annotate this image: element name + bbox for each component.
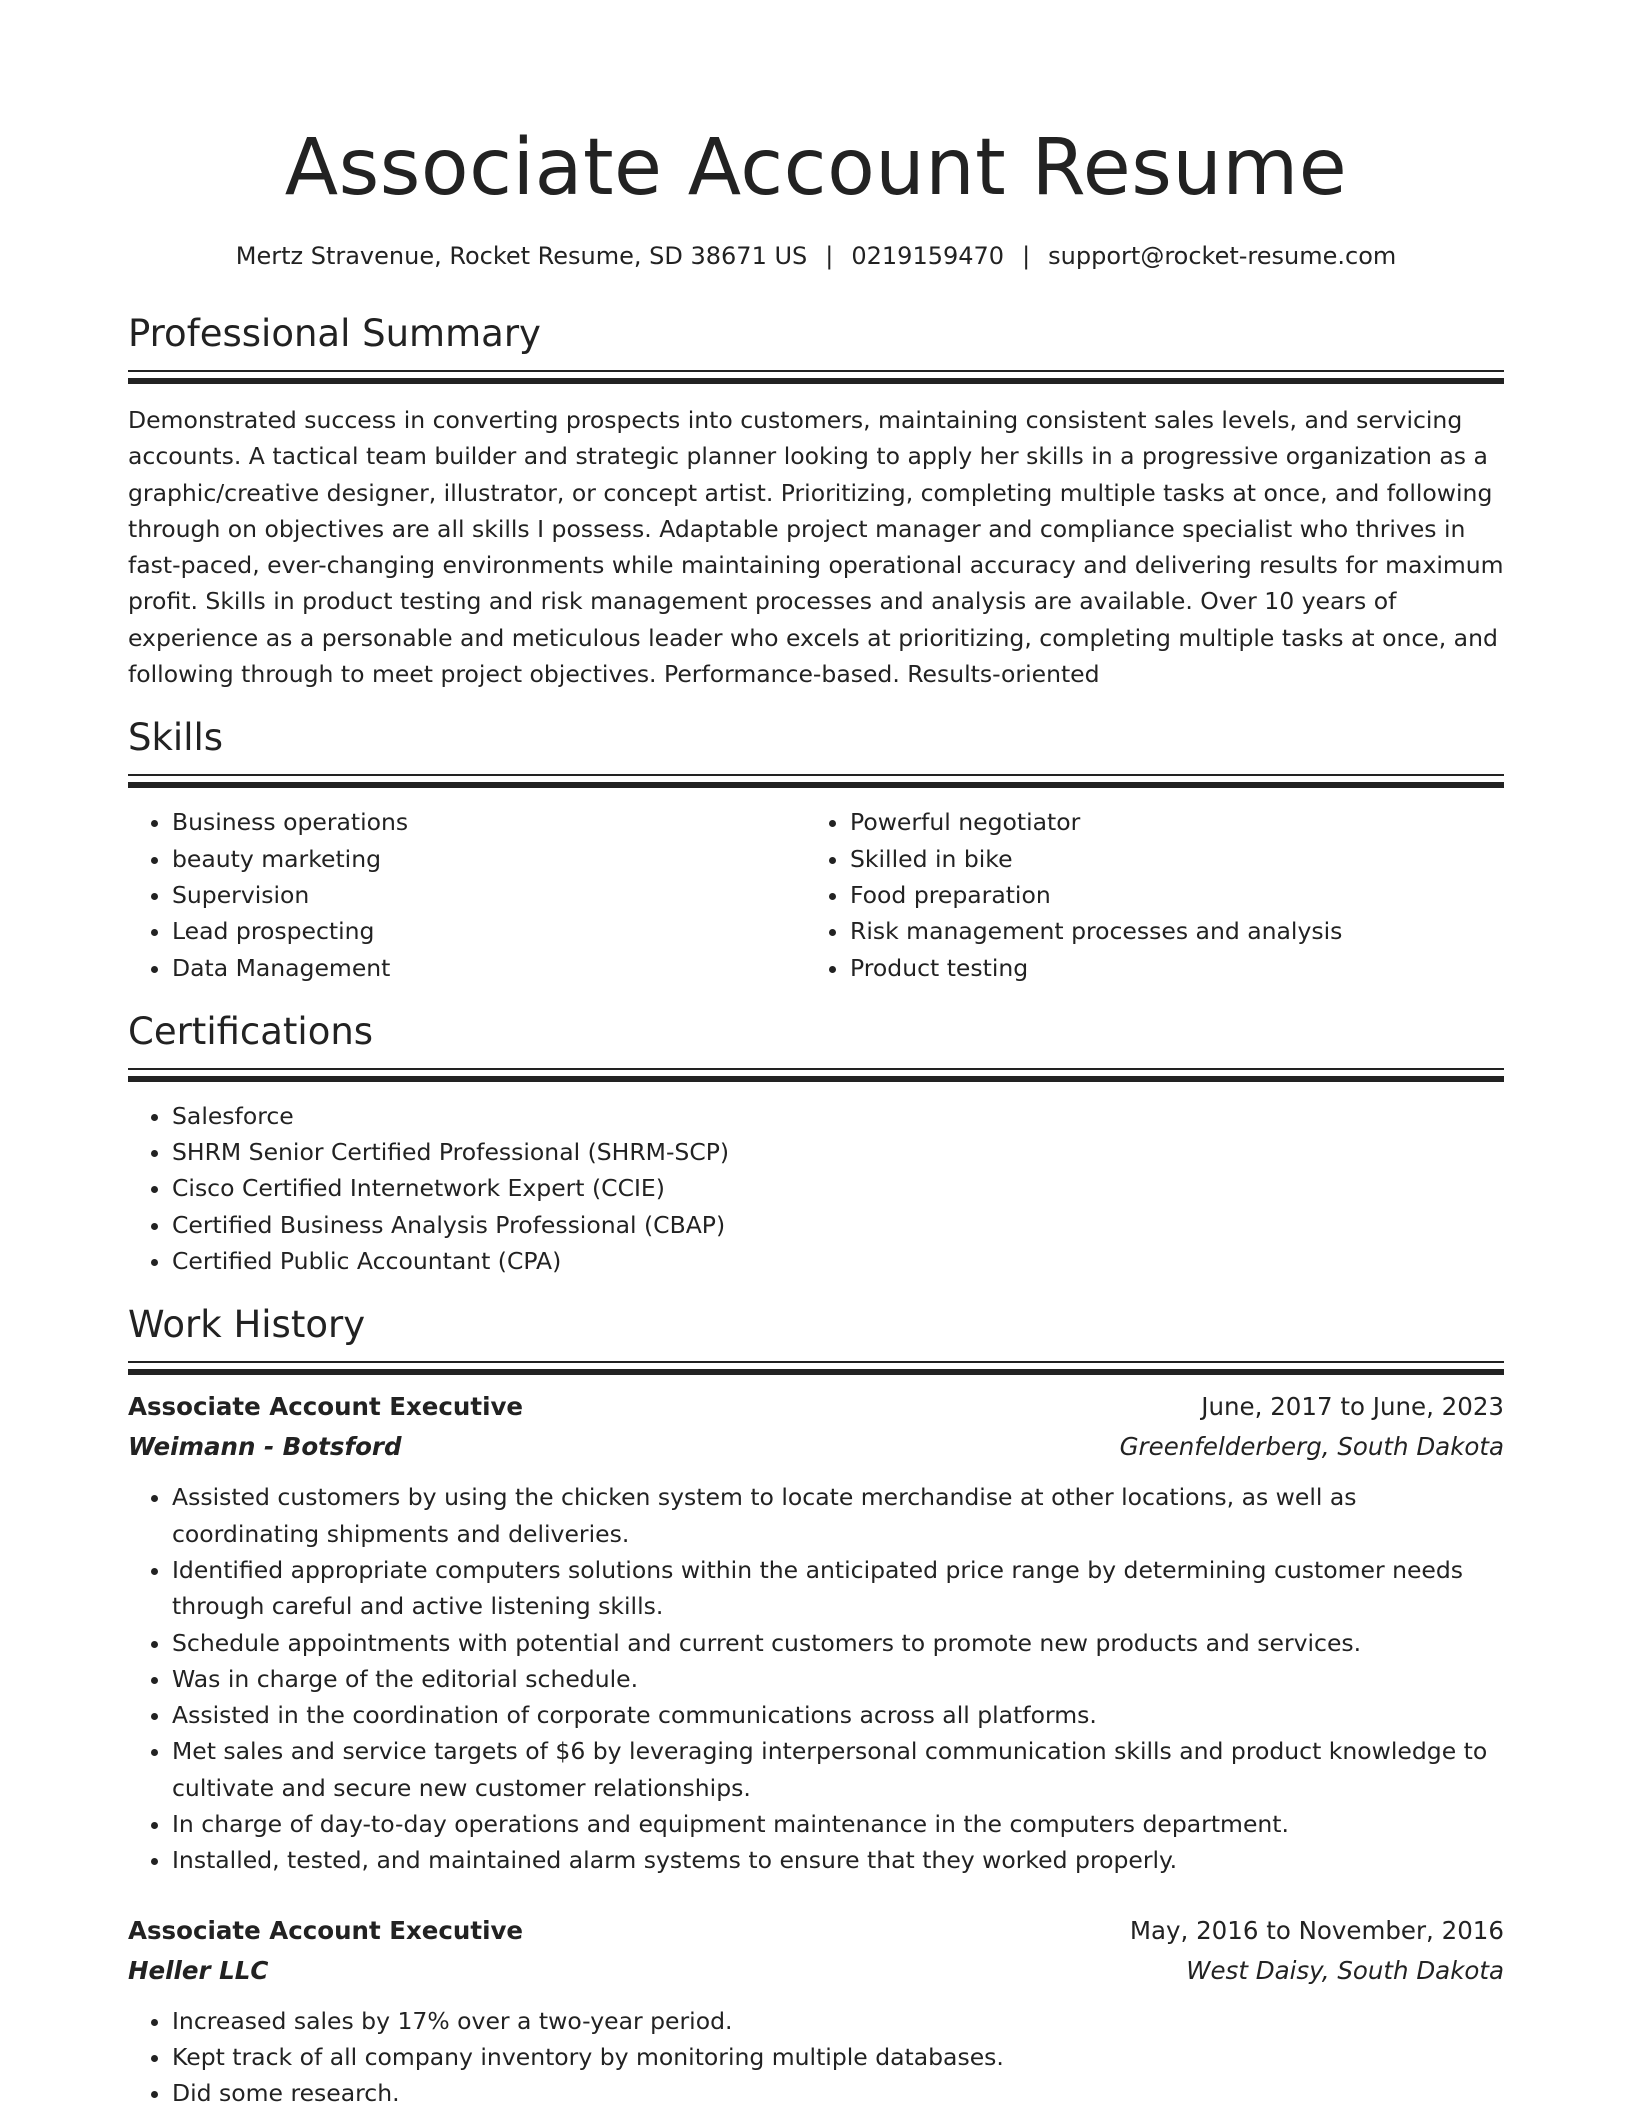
job-bullet: • Did some research.: [172, 2075, 1504, 2111]
job-company: Weimann - Botsford: [128, 1432, 402, 1462]
certification-item: • Certified Business Analysis Professional (CBAP): [172, 1207, 1504, 1243]
job-bullet: • Increased sales by 17% over a two-year period.: [172, 2003, 1504, 2039]
job-dates: June, 2017 to June, 2023: [1201, 1392, 1504, 1422]
job-company: Heller LLC: [128, 1955, 269, 1985]
certifications-list: [128, 1098, 1504, 1279]
job-bullet: • Assisted in the coordination of corporate communications across all platforms.: [172, 1697, 1504, 1733]
job-header-row: [128, 1387, 1504, 1427]
section-divider: [128, 1361, 1504, 1375]
contact-email[interactable]: support@rocket-resume.com: [1048, 242, 1397, 270]
job-bullet: • Assisted customers by using the chicken system to locate merchandise at other locations, as well as coordinating shipments and deliveries.: [172, 1479, 1504, 1552]
job-bullet: • Installed, tested, and maintained alarm systems to ensure that they worked properly.: [172, 1842, 1504, 1878]
job-location: West Daisy, South Dakota: [1186, 1955, 1504, 1985]
section-divider: [128, 370, 1504, 384]
skills-column-right: [806, 804, 1484, 985]
job-bullets: [128, 1479, 1504, 1878]
job-header-row: [128, 1911, 1504, 1951]
job-bullet: • Identified appropriate computers solutions within the anticipated price range by determining customer needs through careful and active listening skills.: [172, 1552, 1504, 1625]
contact-address: Mertz Stravenue, Rocket Resume, SD 38671 US: [235, 242, 808, 270]
resume-page: [128, 0, 1504, 2112]
skills-list-right: [806, 804, 1484, 985]
skill-item: • beauty marketing: [172, 841, 806, 877]
skill-item: • Risk management processes and analysis: [850, 913, 1484, 949]
skills-list-left: [128, 804, 806, 985]
section-heading: Professional Summary: [128, 312, 541, 355]
resume-title: Associate Account Resume: [284, 123, 1348, 213]
job-company-row: [128, 1951, 1504, 1991]
section-work-history: [128, 1301, 1504, 2111]
job-entry: [128, 1911, 1504, 2112]
job-bullet: • Schedule appointments with potential and current customers to promote new products and services.: [172, 1625, 1504, 1661]
job-location: Greenfelderberg, South Dakota: [1119, 1432, 1504, 1462]
certification-item: • SHRM Senior Certified Professional (SHRM-SCP): [172, 1134, 1504, 1170]
skill-item: • Skilled in bike: [850, 841, 1484, 877]
section-heading: Certifications: [128, 1009, 374, 1053]
job-bullet: • Kept track of all company inventory by monitoring multiple databases.: [172, 2039, 1504, 2075]
skill-item: • Powerful negotiator: [850, 804, 1484, 840]
skill-item: • Data Management: [172, 950, 806, 986]
job-bullet: • In charge of day-to-day operations and equipment maintenance in the computers department.: [172, 1806, 1504, 1842]
skill-item: • Food preparation: [850, 877, 1484, 913]
job-bullet: • Met sales and service targets of $6 by leveraging interpersonal communication skills and product knowledge to cultivate and secure new customer relationships.: [172, 1733, 1504, 1806]
job-company-row: [128, 1427, 1504, 1467]
section-divider: [128, 774, 1504, 788]
job-title: Associate Account Executive: [128, 1392, 524, 1422]
job-dates: May, 2016 to November, 2016: [1129, 1915, 1504, 1945]
certification-item: • Salesforce: [172, 1098, 1504, 1134]
contact-line: [128, 240, 1504, 272]
skill-item: • Supervision: [172, 877, 806, 913]
contact-phone: 0219159470: [851, 242, 1005, 270]
certification-item: • Certified Public Accountant (CPA): [172, 1243, 1504, 1279]
job-bullet: • Was in charge of the editorial schedule.: [172, 1661, 1504, 1697]
skill-item: • Lead prospecting: [172, 913, 806, 949]
job-entry: [128, 1387, 1504, 1878]
contact-separator: |: [825, 242, 834, 270]
skills-columns: [128, 804, 1504, 985]
skill-item: • Product testing: [850, 950, 1484, 986]
section-certifications: [128, 1008, 1504, 1279]
section-professional-summary: [128, 310, 1504, 692]
skill-item: • Business operations: [172, 804, 806, 840]
job-title: Associate Account Executive: [128, 1915, 524, 1945]
contact-separator: |: [1022, 242, 1031, 270]
section-divider: [128, 1068, 1504, 1082]
section-heading: Skills: [128, 716, 224, 760]
job-bullets: [128, 2003, 1504, 2112]
section-heading: Work History: [128, 1303, 366, 1347]
certification-item: • Cisco Certified Internetwork Expert (CCIE): [172, 1170, 1504, 1206]
section-skills: [128, 714, 1504, 985]
skills-column-left: [128, 804, 806, 985]
summary-text: Demonstrated success in converting prospects into customers, maintaining consistent sales levels, and servicing accounts. A tactical team builder and strategic planner looking to apply her skills in a progressive organization as a graphic/creative designer, illustrator, or concept artist. Prioritizing, completing multiple tasks at once, and following through on objectives are all skills I possess. Adaptable project manager and compliance specialist who thrives in fast-paced, ever-changing environments while maintaining operational accuracy and delivering results for maximum profit. Skills in product testing and risk management processes and analysis are available. Over 10 years of experience as a personable and meticulous leader who excels at prioritizing, completing multiple tasks at once, and following through to meet project objectives. Performance-based. Results-oriented: [128, 406, 1504, 689]
